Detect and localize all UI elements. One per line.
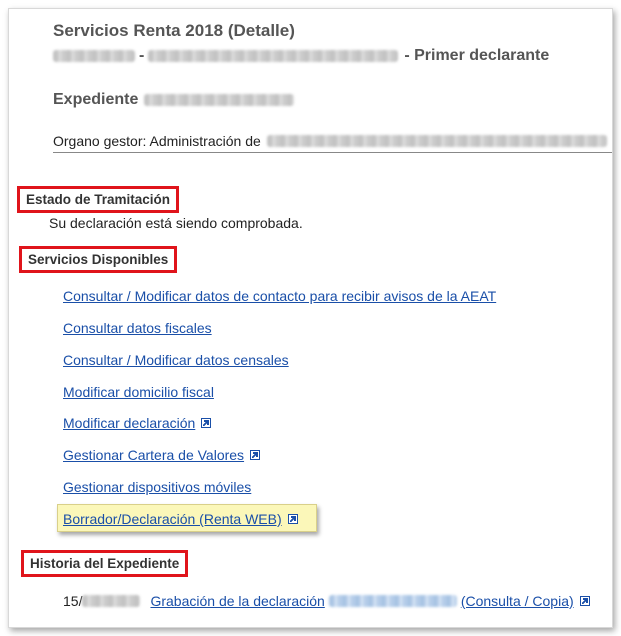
link-label: Modificar declaración: [63, 415, 196, 431]
external-link-icon: [288, 514, 298, 524]
historia-entry-link[interactable]: [150, 593, 573, 609]
link-label: Gestionar dispositivos móviles: [63, 479, 252, 495]
link-domicilio-fiscal[interactable]: [63, 384, 214, 400]
page-title: Servicios Renta 2018 (Detalle): [53, 21, 295, 40]
link-dispositivos-moviles[interactable]: [63, 479, 251, 495]
organo-label: Organo gestor: Administración de: [53, 133, 261, 149]
section-servicios-title: Servicios Disponibles: [19, 246, 177, 273]
link-label: Consultar / Modificar datos censales: [63, 352, 289, 368]
link-renta-web[interactable]: [63, 511, 298, 527]
external-link-icon: [250, 450, 260, 460]
redacted-name: [148, 50, 398, 62]
link-label: Gestionar Cartera de Valores: [63, 447, 245, 463]
historia-entry-label: Grabación de la declaración: [150, 593, 325, 609]
link-label: Consultar / Modificar datos de contacto para recibir avisos de la AEAT: [63, 288, 497, 304]
redacted-nif: [53, 50, 135, 62]
organo-underline: [53, 152, 613, 153]
section-estado-title: Estado de Tramitación: [17, 186, 179, 213]
historia-date-prefix: 15/: [63, 593, 83, 609]
redacted-date: [82, 595, 140, 607]
section-historia-title: Historia del Expediente: [21, 550, 188, 577]
link-label: Borrador/Declaración (Renta WEB): [63, 511, 282, 527]
link-datos-fiscales[interactable]: [63, 320, 212, 336]
redacted-organo: [267, 135, 607, 147]
link-label: Consultar datos fiscales: [63, 320, 212, 336]
organo-gestor-line: [53, 133, 607, 149]
external-link-icon: [580, 596, 590, 606]
link-datos-censales[interactable]: [63, 352, 289, 368]
link-datos-contacto[interactable]: [63, 288, 496, 304]
declarant-role: - Primer declarante: [404, 47, 550, 64]
estado-text: Su declaración está siendo comprobada.: [49, 215, 303, 231]
link-modificar-declaracion[interactable]: [63, 415, 211, 431]
expediente-label: Expediente: [53, 91, 139, 108]
declarant-separator: -: [139, 47, 145, 64]
expediente-line: [53, 91, 294, 109]
page-frame: [8, 8, 613, 628]
redacted-expediente: [144, 94, 294, 106]
link-cartera-valores[interactable]: [63, 447, 260, 463]
historia-entry: [63, 593, 590, 609]
declarant-line: [53, 47, 549, 65]
external-link-icon: [201, 418, 211, 428]
historia-entry-action: (Consulta / Copia): [460, 593, 574, 609]
redacted-declaration-id: [329, 595, 457, 607]
link-label: Modificar domicilio fiscal: [63, 384, 214, 400]
